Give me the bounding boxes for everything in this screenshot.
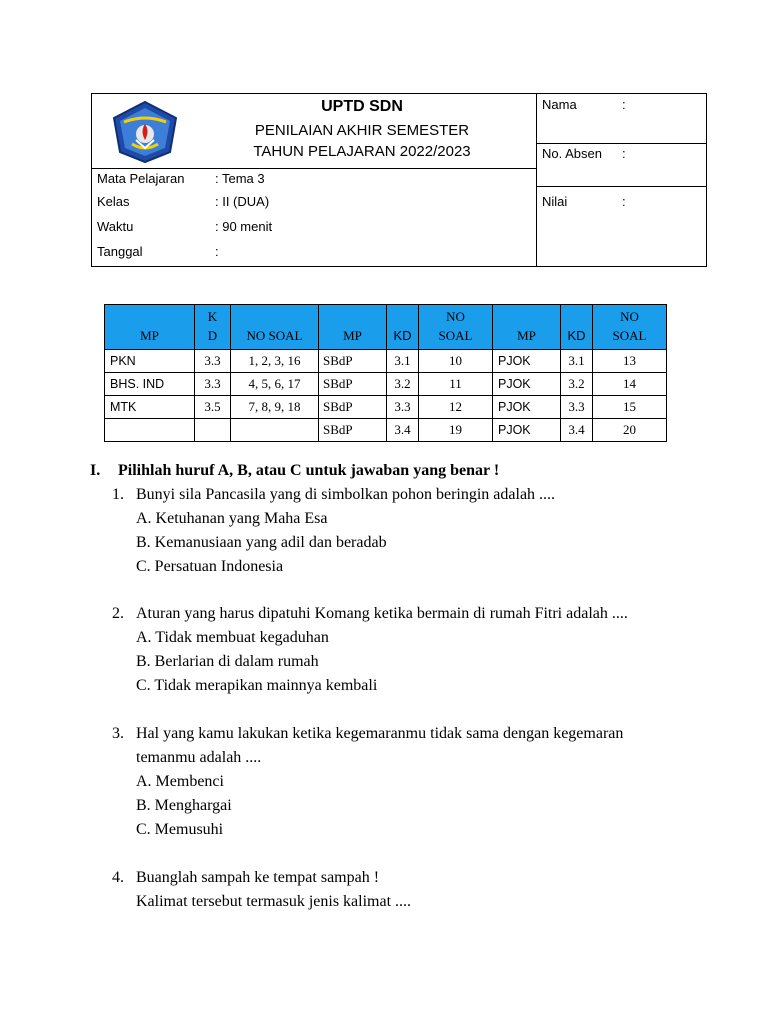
col-header-kd: KD bbox=[387, 305, 419, 350]
table-cell: SBdP bbox=[319, 350, 387, 373]
info-label-time: Waktu bbox=[97, 219, 134, 234]
table-cell: BHS. IND bbox=[105, 373, 195, 396]
table-cell: SBdP bbox=[319, 373, 387, 396]
table-cell: PJOK bbox=[493, 396, 561, 419]
answer-option[interactable]: A. Tidak membuat kegaduhan bbox=[136, 629, 329, 646]
section-title: Pilihlah huruf A, B, atau C untuk jawaban yang benar ! bbox=[118, 462, 500, 479]
table-cell: 3.3 bbox=[561, 396, 593, 419]
question-number: 1. bbox=[112, 486, 124, 503]
table-cell: 3.4 bbox=[387, 419, 419, 442]
table-cell: 11 bbox=[419, 373, 493, 396]
table-cell: 3.3 bbox=[195, 350, 231, 373]
side-label-absen: No. Absen bbox=[542, 146, 602, 161]
exam-title: PENILAIAN AKHIR SEMESTER bbox=[254, 122, 470, 139]
answer-option[interactable]: B. Menghargai bbox=[136, 797, 232, 814]
question-text: Bunyi sila Pancasila yang di simbolkan pohon beringin adalah .... bbox=[136, 486, 556, 503]
table-cell bbox=[231, 419, 319, 442]
header-divider-left bbox=[92, 168, 536, 169]
info-label-subject: Mata Pelajaran bbox=[97, 171, 185, 186]
answer-option[interactable]: A. Membenci bbox=[136, 773, 224, 790]
table-cell: 10 bbox=[419, 350, 493, 373]
question-text-continued: temanmu adalah .... bbox=[136, 749, 262, 766]
exam-header-box bbox=[91, 93, 707, 267]
question-number: 3. bbox=[112, 725, 124, 742]
info-value-class: : II (DUA) bbox=[215, 194, 270, 209]
question-text: Buanglah sampah ke tempat sampah ! bbox=[136, 869, 380, 886]
col-header-no-soal: NO SOAL bbox=[593, 305, 667, 350]
table-cell: 20 bbox=[593, 419, 667, 442]
answer-option[interactable]: C. Memusuhi bbox=[136, 821, 224, 838]
answer-option[interactable]: C. Tidak merapikan mainnya kembali bbox=[136, 677, 378, 694]
table-cell: 12 bbox=[419, 396, 493, 419]
table-cell: 3.2 bbox=[387, 373, 419, 396]
answer-option[interactable]: B. Kemanusiaan yang adil dan beradab bbox=[136, 534, 387, 551]
table-cell: 3.1 bbox=[387, 350, 419, 373]
answer-option[interactable]: B. Berlarian di dalam rumah bbox=[136, 653, 319, 670]
table-cell: SBdP bbox=[319, 396, 387, 419]
col-header-kd: KD bbox=[561, 305, 593, 350]
kd-question-map-table bbox=[104, 304, 667, 442]
header-divider-right-1 bbox=[536, 143, 706, 144]
table-cell: PKN bbox=[105, 350, 195, 373]
question-text-continued: Kalimat tersebut termasuk jenis kalimat .... bbox=[136, 893, 412, 910]
side-value-absen[interactable]: : bbox=[622, 146, 626, 161]
table-cell: 3.3 bbox=[195, 373, 231, 396]
side-label-name: Nama bbox=[542, 97, 577, 112]
side-label-score: Nilai bbox=[542, 194, 568, 209]
table-cell: 3.4 bbox=[561, 419, 593, 442]
table-cell: 4, 5, 6, 17 bbox=[231, 373, 319, 396]
table-cell: 3.3 bbox=[387, 396, 419, 419]
table-cell: PJOK bbox=[493, 373, 561, 396]
table-cell: 15 bbox=[593, 396, 667, 419]
table-row bbox=[105, 350, 667, 373]
info-value-time: : 90 menit bbox=[215, 219, 273, 234]
table-cell: 19 bbox=[419, 419, 493, 442]
header-vertical-divider bbox=[536, 94, 537, 266]
info-value-date: : bbox=[215, 244, 219, 259]
col-header-mp: MP bbox=[105, 305, 195, 350]
tut-wuri-handayani-logo-icon bbox=[110, 100, 180, 164]
table-header-row bbox=[105, 305, 667, 350]
col-header-no-soal: NO SOAL bbox=[231, 305, 319, 350]
info-label-date: Tanggal bbox=[97, 244, 143, 259]
school-name: UPTD SDN bbox=[321, 98, 403, 115]
table-row bbox=[105, 419, 667, 442]
table-row bbox=[105, 373, 667, 396]
header-divider-right-2 bbox=[536, 186, 706, 187]
col-header-mp: MP bbox=[319, 305, 387, 350]
answer-option[interactable]: A. Ketuhanan yang Maha Esa bbox=[136, 510, 328, 527]
side-value-name[interactable]: : bbox=[622, 97, 626, 112]
table-cell: SBdP bbox=[319, 419, 387, 442]
table-cell: 13 bbox=[593, 350, 667, 373]
table-cell bbox=[105, 419, 195, 442]
question-number: 2. bbox=[112, 605, 124, 622]
table-cell bbox=[195, 419, 231, 442]
table-cell: 1, 2, 3, 16 bbox=[231, 350, 319, 373]
col-header-no-soal: NO SOAL bbox=[419, 305, 493, 350]
info-label-class: Kelas bbox=[97, 194, 130, 209]
question-text: Aturan yang harus dipatuhi Komang ketika bermain di rumah Fitri adalah .... bbox=[136, 605, 628, 622]
table-cell: 7, 8, 9, 18 bbox=[231, 396, 319, 419]
info-value-subject: : Tema 3 bbox=[215, 171, 265, 186]
answer-option[interactable]: C. Persatuan Indonesia bbox=[136, 558, 284, 575]
table-cell: 3.1 bbox=[561, 350, 593, 373]
col-header-mp: MP bbox=[493, 305, 561, 350]
table-cell: PJOK bbox=[493, 419, 561, 442]
question-text: Hal yang kamu lakukan ketika kegemaranmu tidak sama dengan kegemaran bbox=[136, 725, 624, 742]
side-value-score[interactable]: : bbox=[622, 194, 626, 209]
table-row bbox=[105, 396, 667, 419]
col-header-kd: K D bbox=[195, 305, 231, 350]
table-cell: 14 bbox=[593, 373, 667, 396]
question-number: 4. bbox=[112, 869, 124, 886]
table-cell: 3.5 bbox=[195, 396, 231, 419]
table-cell: PJOK bbox=[493, 350, 561, 373]
table-cell: MTK bbox=[105, 396, 195, 419]
section-number: I. bbox=[90, 462, 101, 479]
academic-year: TAHUN PELAJARAN 2022/2023 bbox=[253, 143, 471, 160]
table-cell: 3.2 bbox=[561, 373, 593, 396]
